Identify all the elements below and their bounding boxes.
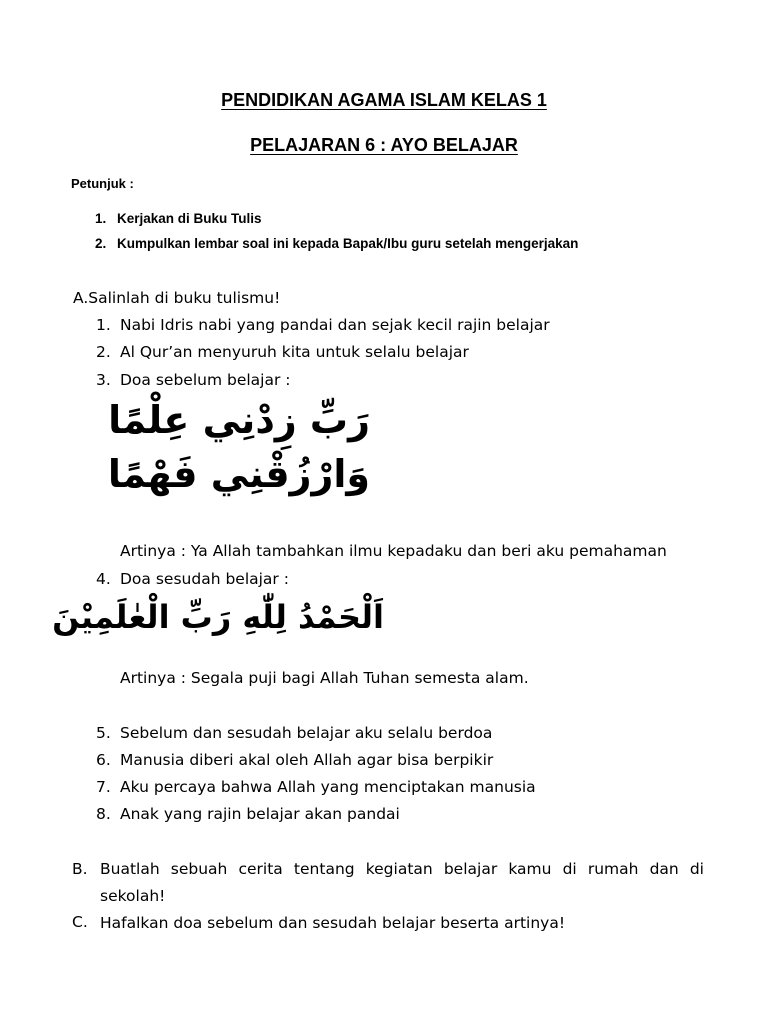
item-text: Aku percaya bahwa Allah yang menciptakan manusia [120, 778, 536, 796]
item-text: Al Qur’an menyuruh kita untuk selalu belajar [120, 343, 469, 361]
instruction-number: 1. [95, 211, 107, 226]
item-number: 4. [96, 570, 111, 588]
item-text: Sebelum dan sesudah belajar aku selalu berdoa [120, 724, 493, 742]
list-item [96, 315, 550, 335]
instruction-number: 2. [95, 236, 107, 251]
item-number: 7. [96, 778, 111, 796]
item-text: Manusia diberi akal oleh Allah agar bisa berpikir [120, 751, 494, 769]
instruction-item [95, 236, 578, 251]
item-text: Doa sebelum belajar : [120, 371, 291, 389]
list-item [96, 723, 492, 743]
page-subtitle: PELAJARAN 6 : AYO BELAJAR [250, 135, 518, 155]
list-item [96, 804, 400, 824]
list-item [96, 342, 469, 362]
section-c-letter: C. [72, 913, 88, 931]
item-number: 5. [96, 724, 111, 742]
instruction-text: Kerjakan di Buku Tulis [117, 211, 262, 226]
doa-before-meaning: Artinya : Ya Allah tambahkan ilmu kepadaku dan beri aku pemahaman [120, 542, 667, 560]
list-item [96, 370, 291, 390]
list-item [96, 569, 289, 589]
item-number: 2. [96, 343, 111, 361]
page-title: PENDIDIKAN AGAMA ISLAM KELAS 1 [221, 90, 547, 110]
instructions-label: Petunjuk : [71, 176, 134, 191]
section-b-line1: Buatlah sebuah cerita tentang kegiatan belajar kamu di rumah dan di [100, 860, 704, 878]
item-number: 6. [96, 751, 111, 769]
item-number: 1. [96, 316, 111, 334]
section-a-heading: A.Salinlah di buku tulismu! [73, 289, 281, 307]
instruction-text: Kumpulkan lembar soal ini kepada Bapak/Ibu guru setelah mengerjakan [117, 236, 579, 251]
item-text: Nabi Idris nabi yang pandai dan sejak kecil rajin belajar [120, 316, 550, 334]
section-b-line2: sekolah! [100, 887, 166, 905]
item-text: Anak yang rajin belajar akan pandai [120, 805, 400, 823]
section-c-text: Hafalkan doa sebelum dan sesudah belajar beserta artinya! [100, 914, 566, 932]
item-number: 8. [96, 805, 111, 823]
instruction-item [95, 211, 262, 226]
list-item [96, 777, 536, 797]
item-text: Doa sesudah belajar : [120, 570, 289, 588]
item-number: 3. [96, 371, 111, 389]
section-b-letter: B. [72, 860, 88, 878]
doa-before-arabic-line1: رَبِّ زِدْنِي عِلْمًا [108, 398, 370, 442]
doa-before-arabic-line2: وَارْزُقْنِي فَهْمًا [107, 452, 370, 496]
list-item [96, 750, 493, 770]
doa-after-arabic: اَلْحَمْدُ لِلّٰهِ رَبِّ الْعٰلَمِيْنَ [52, 598, 384, 636]
doa-after-meaning: Artinya : Segala puji bagi Allah Tuhan semesta alam. [120, 669, 529, 687]
